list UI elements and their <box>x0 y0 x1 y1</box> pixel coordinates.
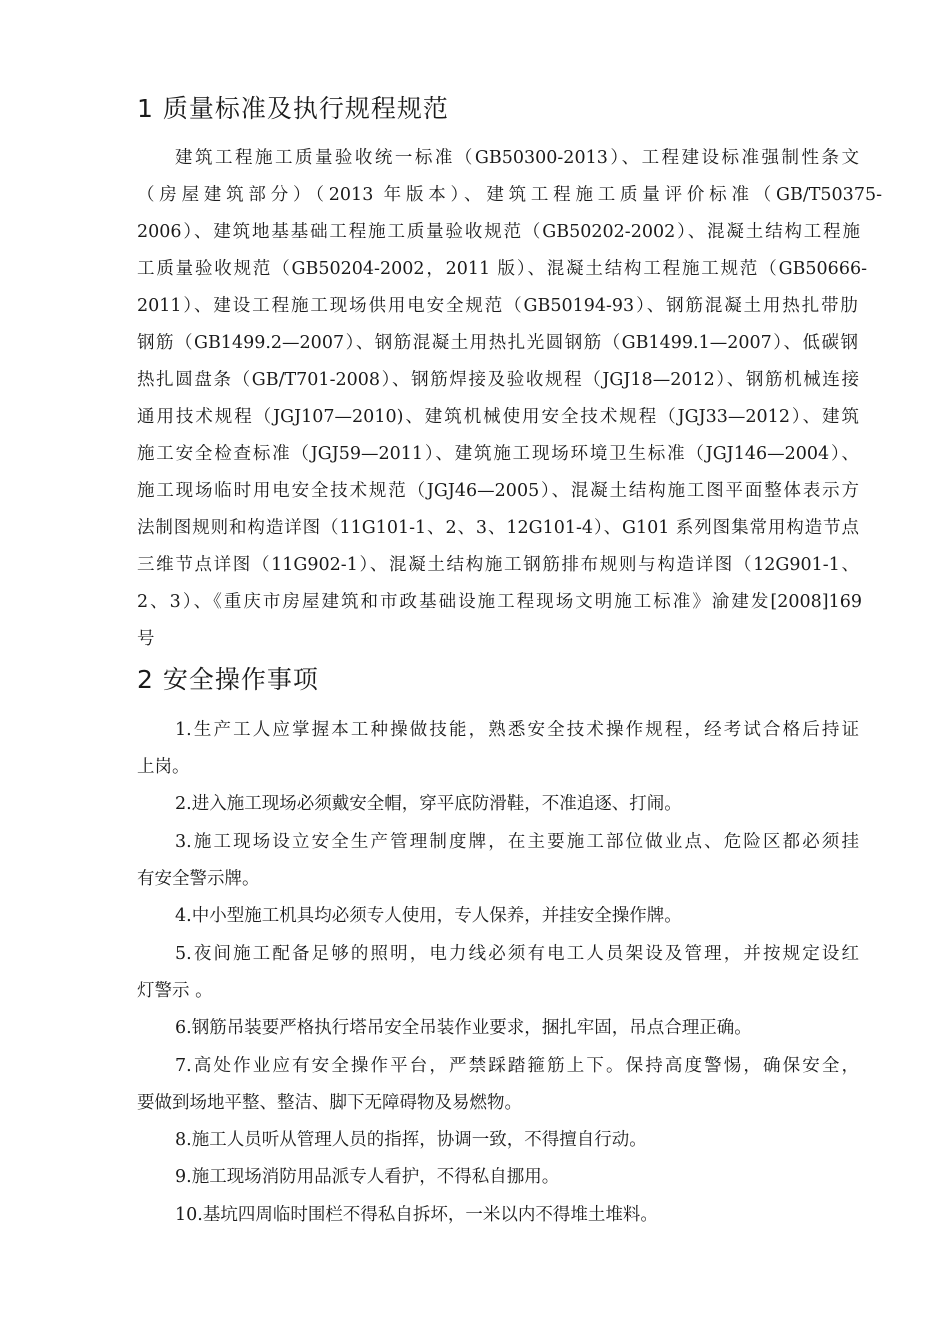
paragraph-line: （房屋建筑部分）（2013 年版本）、建筑工程施工质量评价标准（GB/T50375- <box>137 185 882 205</box>
safety-item-line: 1.生产工人应掌握本工种操做技能，熟悉安全技术操作规程，经考试合格后持证 <box>175 720 859 740</box>
paragraph-line: 钢筋（GB1499.2—2007）、钢筋混凝土用热扎光圆钢筋（GB1499.1—2007）、低碳钢 <box>137 333 858 353</box>
safety-item-line: 上岗。 <box>137 757 190 777</box>
safety-item-line: 灯警示 。 <box>137 981 213 1001</box>
paragraph-line: 工质量验收规范（GB50204-2002，2011 版）、混凝土结构工程施工规范（GB50666- <box>137 259 867 279</box>
paragraph-line: 建筑工程施工质量验收统一标准（GB50300-2013）、工程建设标准强制性条文 <box>175 148 859 168</box>
paragraph-line: 号 <box>137 629 155 649</box>
paragraph-line: 热扎圆盘条（GB/T701-2008）、钢筋焊接及验收规程（JGJ18—2012）、钢筋机械连接 <box>137 370 859 390</box>
paragraph-line: 2、3）、《重庆市房屋建筑和市政基础设施工程现场文明施工标准》渝建发[2008]169 <box>137 592 862 612</box>
paragraph-line: 通用技术规程（JGJ107—2010)、建筑机械使用安全技术规程（JGJ33—2012）、建筑 <box>137 407 859 427</box>
paragraph-line: 三维节点详图（11G902-1）、混凝土结构施工钢筋排布规则与构造详图（12G901-1、 <box>137 555 859 575</box>
safety-item-line: 9.施工现场消防用品派专人看护，不得私自挪用。 <box>175 1167 560 1187</box>
safety-item-line: 6.钢筋吊装要严格执行塔吊安全吊装作业要求，捆扎牢固，吊点合理正确。 <box>175 1018 752 1038</box>
section-heading-quality-standards: 1 质量标准及执行规程规范 <box>137 94 449 123</box>
safety-item-line: 3.施工现场设立安全生产管理制度牌，在主要施工部位做业点、危险区都必须挂 <box>175 832 859 852</box>
paragraph-line: 2011）、建设工程施工现场供用电安全规范（GB50194-93）、钢筋混凝土用热扎带肋 <box>137 296 858 316</box>
safety-item-line: 4.中小型施工机具均必须专人使用，专人保养，并挂安全操作牌。 <box>175 906 682 926</box>
safety-item-line: 2.进入施工现场必须戴安全帽，穿平底防滑鞋，不准追逐、打闹。 <box>175 794 682 814</box>
safety-item-line: 要做到场地平整、整洁、脚下无障碍物及易燃物。 <box>137 1093 522 1113</box>
safety-item-line: 有安全警示牌。 <box>137 869 260 889</box>
safety-item-line: 7.高处作业应有安全操作平台，严禁踩踏箍筋上下。保持高度警惕，确保安全， <box>175 1056 859 1076</box>
section-heading-safety-items: 2 安全操作事项 <box>137 665 319 694</box>
paragraph-line: 2006）、建筑地基基础工程施工质量验收规范（GB50202-2002）、混凝土结构工程施 <box>137 222 860 242</box>
safety-item-line: 10.基坑四周临时围栏不得私自拆坏，一米以内不得堆土堆料。 <box>175 1205 658 1225</box>
safety-item-line: 5.夜间施工配备足够的照明，电力线必须有电工人员架设及管理，并按规定设红 <box>175 944 859 964</box>
safety-item-line: 8.施工人员听从管理人员的指挥，协调一致，不得擅自行动。 <box>175 1130 647 1150</box>
paragraph-line: 施工现场临时用电安全技术规范（JGJ46—2005）、混凝土结构施工图平面整体表示方 <box>137 481 859 501</box>
paragraph-line: 施工安全检查标准（JGJ59—2011）、建筑施工现场环境卫生标准（JGJ146—2004）、 <box>137 444 859 464</box>
paragraph-line: 法制图规则和构造详图（11G101-1、2、3、12G101-4）、G101 系列图集常用构造节点 <box>137 518 859 538</box>
